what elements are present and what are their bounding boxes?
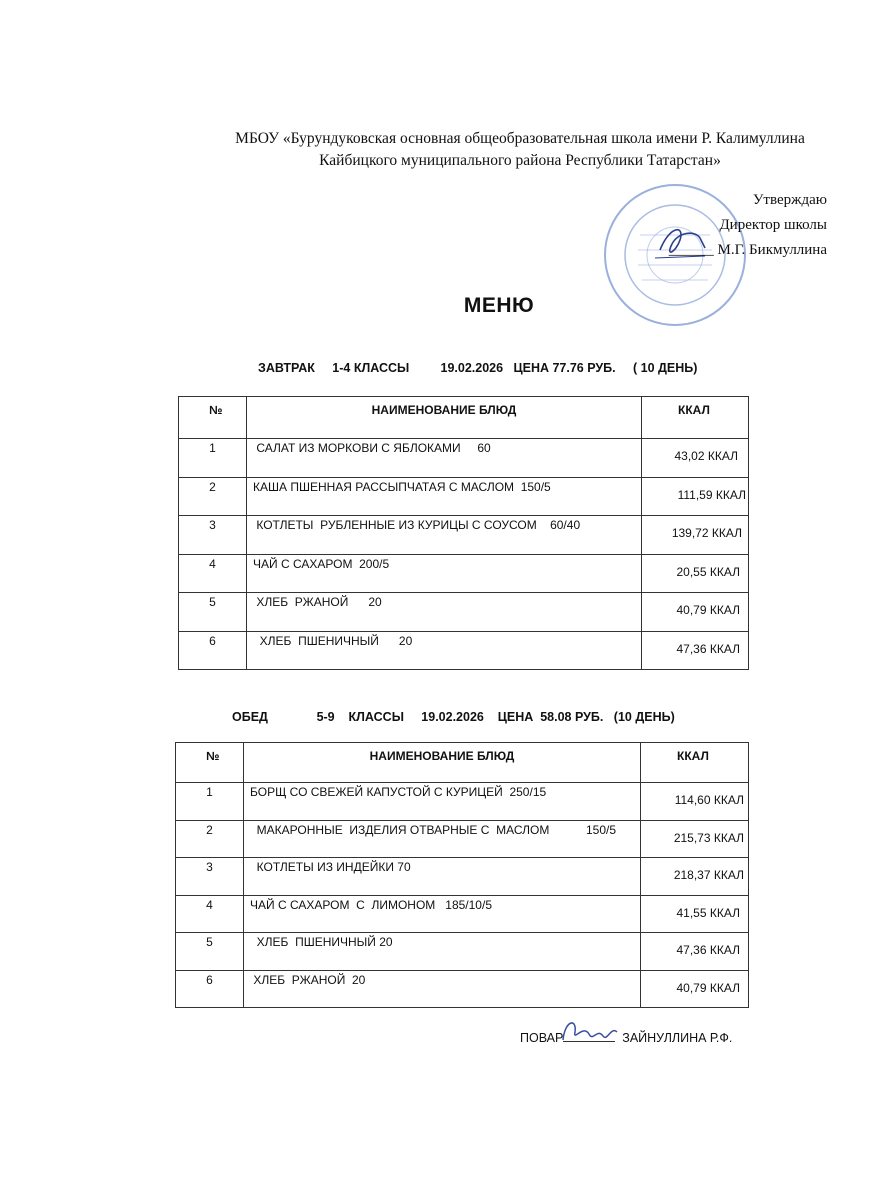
dish-name: КАША ПШЕННАЯ РАССЫПЧАТАЯ С МАСЛОМ 150/5 <box>247 477 642 516</box>
table-row <box>176 858 749 896</box>
table-row <box>176 783 749 821</box>
org-name-line2: Кайбицкого муниципального района Республики Татарстан» <box>319 152 721 169</box>
col-header-number: № <box>176 743 244 783</box>
dish-kcal: 218,37 ККАЛ <box>641 858 749 896</box>
dish-kcal: 43,02 ККАЛ <box>642 439 749 478</box>
page-title: МЕНЮ <box>463 294 535 317</box>
dish-kcal: 114,60 ККАЛ <box>641 783 749 821</box>
row-number: 1 <box>179 439 247 478</box>
table-row <box>179 554 749 593</box>
cook-role: ПОВАР <box>520 1031 564 1045</box>
approval-person: ______ М.Г. Бикмуллина <box>668 242 827 258</box>
row-number: 3 <box>176 858 244 896</box>
dish-name: САЛАТ ИЗ МОРКОВИ С ЯБЛОКАМИ 60 <box>247 439 642 478</box>
dish-kcal: 47,36 ККАЛ <box>642 631 749 670</box>
breakfast-caption: ЗАВТРАК 1-4 КЛАССЫ 19.02.2026 ЦЕНА 77.76 РУБ. ( 10 ДЕНЬ) <box>258 361 698 375</box>
row-number: 6 <box>179 631 247 670</box>
dish-kcal: 47,36 ККАЛ <box>641 933 749 971</box>
dish-name: ХЛЕБ РЖАНОЙ 20 <box>247 593 642 632</box>
table-row <box>176 970 749 1008</box>
breakfast-table <box>178 396 749 670</box>
dish-name: МАКАРОННЫЕ ИЗДЕЛИЯ ОТВАРНЫЕ С МАСЛОМ 150/5 <box>244 820 641 858</box>
table-row <box>176 933 749 971</box>
row-number: 2 <box>179 477 247 516</box>
row-number: 4 <box>176 895 244 933</box>
table-row <box>179 477 749 516</box>
cook-name: ЗАЙНУЛЛИНА Р.Ф. <box>622 1031 733 1045</box>
row-number: 5 <box>176 933 244 971</box>
row-number: 6 <box>176 970 244 1008</box>
dish-kcal: 41,55 ККАЛ <box>641 895 749 933</box>
dish-kcal: 20,55 ККАЛ <box>642 554 749 593</box>
organization-header <box>200 128 840 172</box>
approval-position: Директор школы <box>719 217 827 233</box>
approval-block <box>669 188 827 263</box>
cook-signature-line <box>520 1030 732 1045</box>
table-row <box>179 631 749 670</box>
dish-kcal: 40,79 ККАЛ <box>642 593 749 632</box>
dish-name: ЧАЙ С САХАРОМ С ЛИМОНОМ 185/10/5 <box>244 895 641 933</box>
row-number: 5 <box>179 593 247 632</box>
approval-label: Утверждаю <box>752 192 827 208</box>
table-row <box>179 593 749 632</box>
dish-kcal: 40,79 ККАЛ <box>641 970 749 1008</box>
table-row <box>176 895 749 933</box>
table-row <box>176 820 749 858</box>
dish-name: ЧАЙ С САХАРОМ 200/5 <box>247 554 642 593</box>
row-number: 2 <box>176 820 244 858</box>
dish-name: КОТЛЕТЫ ИЗ ИНДЕЙКИ 70 <box>244 858 641 896</box>
table-row <box>179 439 749 478</box>
col-header-kcal: ККАЛ <box>642 397 749 439</box>
table-header-row <box>179 397 749 439</box>
col-header-dish: НАИМЕНОВАНИЕ БЛЮД <box>244 743 641 783</box>
row-number: 3 <box>179 516 247 555</box>
row-number: 4 <box>179 554 247 593</box>
signature-blank <box>563 1030 615 1042</box>
org-name-line1: МБОУ «Бурундуковская основная общеобразовательная школа имени Р. Калимуллина <box>235 130 805 147</box>
lunch-table <box>175 742 749 1008</box>
col-header-number: № <box>179 397 247 439</box>
col-header-kcal: ККАЛ <box>641 743 749 783</box>
table-header-row <box>176 743 749 783</box>
dish-name: ХЛЕБ ПШЕНИЧНЫЙ 20 <box>247 631 642 670</box>
dish-name: ХЛЕБ РЖАНОЙ 20 <box>244 970 641 1008</box>
dish-kcal: 111,59 ККАЛ <box>642 477 749 516</box>
dish-name: КОТЛЕТЫ РУБЛЕННЫЕ ИЗ КУРИЦЫ С СОУСОМ 60/40 <box>247 516 642 555</box>
col-header-dish: НАИМЕНОВАНИЕ БЛЮД <box>247 397 642 439</box>
dish-kcal: 215,73 ККАЛ <box>641 820 749 858</box>
dish-name: ХЛЕБ ПШЕНИЧНЫЙ 20 <box>244 933 641 971</box>
dish-name: БОРЩ СО СВЕЖЕЙ КАПУСТОЙ С КУРИЦЕЙ 250/15 <box>244 783 641 821</box>
table-row <box>179 516 749 555</box>
lunch-caption: ОБЕД 5-9 КЛАССЫ 19.02.2026 ЦЕНА 58.08 РУБ. (10 ДЕНЬ) <box>232 710 675 724</box>
dish-kcal: 139,72 ККАЛ <box>642 516 749 555</box>
row-number: 1 <box>176 783 244 821</box>
